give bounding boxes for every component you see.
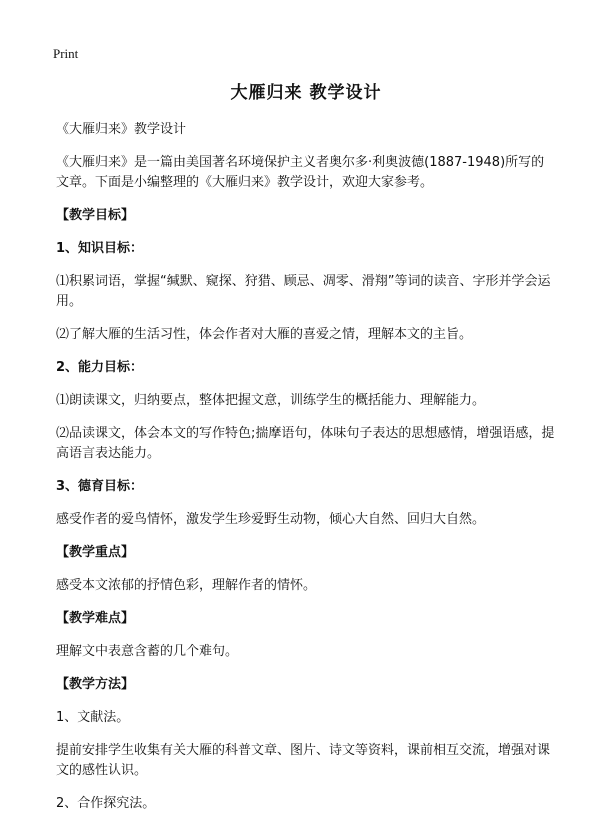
ability-item-1: ⑴朗读课文，归纳要点，整体把握文意，训练学生的概括能力、理解能力。 [56, 393, 486, 408]
intro-paragraph: 《大雁归来》是一篇由美国著名环境保护主义者奥尔多·利奥波德(1887-1948)所写的文章。下面是小编整理的《大雁归来》教学设计，欢迎大家参考。 [56, 155, 545, 190]
page-title: 大雁归来 教学设计 [230, 83, 382, 103]
section-heading-goals: 【教学目标】 [56, 208, 135, 223]
ability-item-2: ⑵品读课文，体会本文的写作特色;揣摩语句，体味句子表达的思想感情，增强语感，提高语言表达能力。 [56, 426, 555, 461]
difficulties-text: 理解文中表意含蓄的几个难句。 [56, 644, 239, 659]
method-1-label: 1、文献法。 [56, 710, 130, 725]
print-link[interactable]: Print [53, 46, 79, 61]
method-2-label: 2、合作探究法。 [56, 796, 156, 811]
section-heading-difficulties: 【教学难点】 [56, 611, 135, 626]
subheading-moral: 3、德育目标： [56, 479, 144, 494]
subheading-knowledge: 1、知识目标： [56, 241, 144, 256]
knowledge-item-1: ⑴积累词语，掌握“缄默、窥探、狩猎、顾忌、凋零、滑翔”等词的读音、字形并学会运用。 [56, 274, 551, 309]
knowledge-item-2: ⑵了解大雁的生活习性，体会作者对大雁的喜爱之情，理解本文的主旨。 [56, 327, 473, 342]
document-body [56, 80, 556, 814]
key-points-text: 感受本文浓郁的抒情色彩，理解作者的情怀。 [56, 578, 317, 593]
document-subtitle: 《大雁归来》教学设计 [56, 122, 187, 137]
subheading-ability: 2、能力目标： [56, 360, 144, 375]
moral-item-1: 感受作者的爱鸟情怀，激发学生珍爱野生动物，倾心大自然、回归大自然。 [56, 512, 486, 527]
section-heading-methods: 【教学方法】 [56, 677, 135, 692]
section-heading-key-points: 【教学重点】 [56, 545, 135, 560]
method-1-text: 提前安排学生收集有关大雁的科普文章、图片、诗文等资料，课前相互交流，增强对课文的感性认识。 [56, 743, 551, 778]
